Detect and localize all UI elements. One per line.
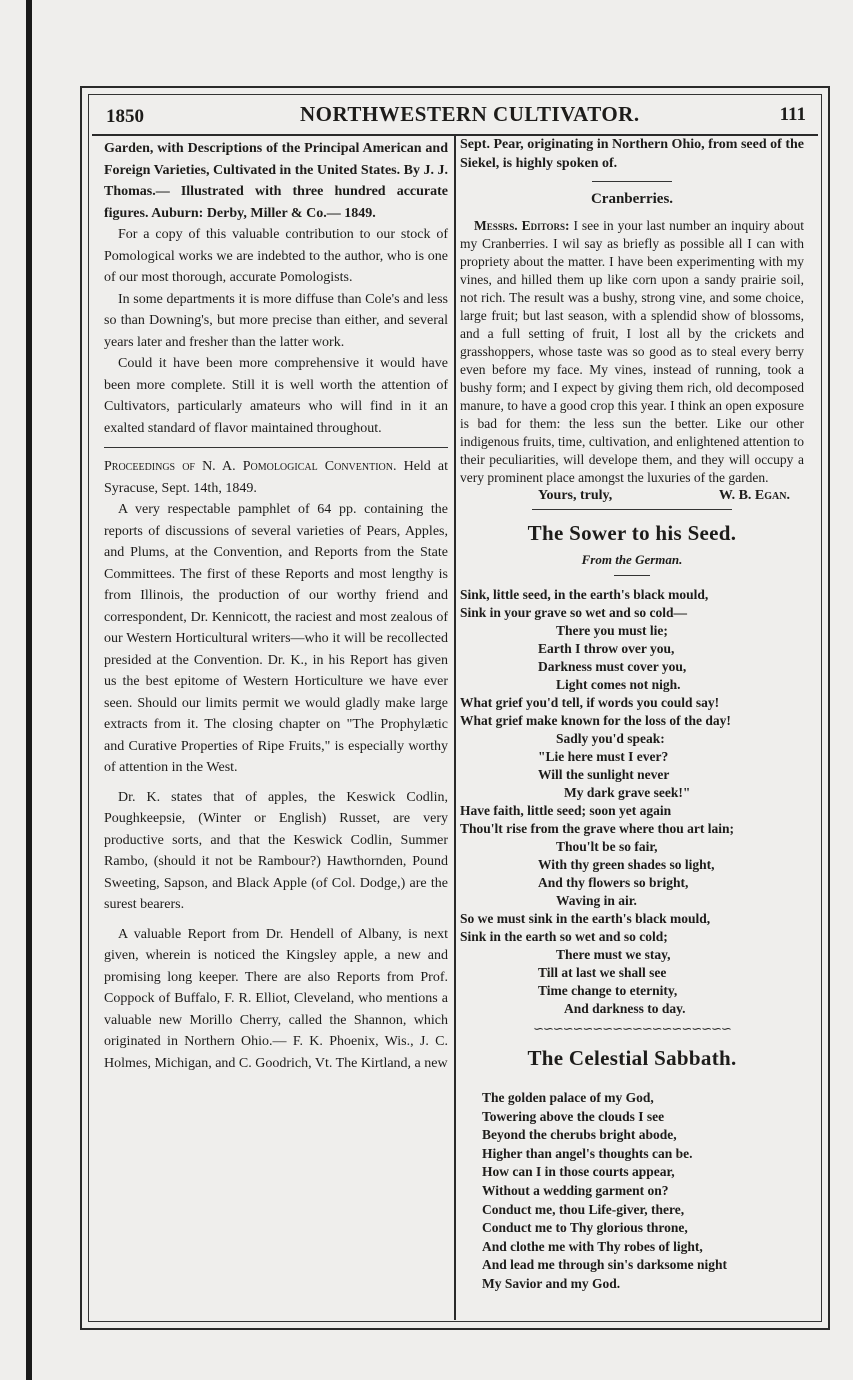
poem-line: My dark grave seek!" bbox=[564, 785, 691, 800]
page-spine-edge bbox=[26, 0, 32, 1380]
header-title: NORTHWESTERN CULTIVATOR. bbox=[300, 102, 640, 126]
left-column bbox=[104, 138, 448, 1074]
section-separator bbox=[104, 447, 448, 448]
poem-line: There you must lie; bbox=[556, 623, 668, 638]
poem-line: Have faith, little seed; soon yet again bbox=[460, 803, 672, 818]
letter-body: I see in your last number an inquiry about my Cranberries. I wil say as briefly as possible all I can with propriety about the matter. I have been experimenting with my vines, and hilled them up like corn upon a sandy prairie soil, not rich. The result was a bushy, strong vine, and some choice, large fruit; but last season, with a splendid show of blossoms, and a full setting of fruit, I lost all by the crickets and grasshoppers, whose taste was so good as to steal every berry even before my face. My vines, instead of running, took a bushy form; and I expect by giving them rich, old decomposed manure, to have a good crop this year. I think an open exposure is bad for them: the less sun the better. Like our other indigenous fruits, time, cultivation, and enlightened attention to their peculiarities, will develope them, and they will occupy a very prominent place amongst the luxuries of the garden. bbox=[460, 217, 804, 485]
poem-line: Towering above the clouds I see bbox=[482, 1108, 665, 1124]
poem-line: Sink in your grave so wet and so cold— bbox=[460, 605, 688, 620]
right-column bbox=[460, 136, 804, 1294]
poem-line: Higher than angel's thoughts can be. bbox=[482, 1145, 693, 1161]
poem-line: My Savior and my God. bbox=[482, 1275, 621, 1291]
poem-line: And thy flowers so bright, bbox=[538, 875, 689, 890]
letter-signature: W. B. Egan. bbox=[718, 487, 790, 503]
header-year: 1850 bbox=[106, 106, 144, 127]
sower-poem bbox=[460, 586, 804, 1018]
letter-signoff bbox=[460, 487, 804, 506]
separator-rule bbox=[614, 575, 650, 576]
poem-line: Till at last we shall see bbox=[538, 965, 667, 980]
celestial-title: The Celestial Sabbath. bbox=[527, 1045, 737, 1070]
proceedings-paragraph-2: Dr. K. states that of apples, the Keswick Codlin, Poughkeepsie, (Winter or English) Russet, are very productive sorts, and that the Keswick Codlin, Summer Rambo, (should it not be Rambour?) Hawthornden, Pound Sweeting, Sapson, and Black Apple (of Col. Dodge,) are the surest bearers. bbox=[104, 789, 448, 912]
poem-line: And darkness to day. bbox=[564, 1001, 686, 1016]
poem-line: With thy green shades so light, bbox=[538, 857, 715, 872]
proceedings-title: Proceedings of N. A. Pomological Convention. bbox=[104, 459, 397, 474]
poem-line: So we must sink in the earth's black mould, bbox=[460, 911, 711, 926]
poem-line: What grief you'd tell, if words you could say! bbox=[460, 695, 720, 710]
review-title: Garden, with Descriptions of the Principal American and Foreign Varieties, Cultivated in the United States. By J. J. Thomas.— Illustrated with three hundred accurate figures. Auburn: Derby, Miller & Co.— 1849. bbox=[104, 141, 448, 221]
celestial-poem bbox=[460, 1089, 804, 1294]
poem-line: How can I in those courts appear, bbox=[482, 1164, 675, 1180]
poem-line: Beyond the cherubs bright abode, bbox=[482, 1127, 677, 1143]
wavy-ornament: ∽∽∽∽∽∽∽∽∽∽∽∽∽∽∽∽∽∽∽∽ bbox=[533, 1021, 731, 1036]
poem-line: Earth I throw over you, bbox=[538, 641, 675, 656]
poem-line: "Lie here must I ever? bbox=[538, 749, 669, 764]
separator-rule bbox=[532, 509, 732, 510]
poem-line: Sink in the earth so wet and so cold; bbox=[460, 929, 668, 944]
poem-line: Will the sunlight never bbox=[538, 767, 670, 782]
poem-line: Conduct me to Thy glorious throne, bbox=[482, 1220, 688, 1236]
poem-line: And lead me through sin's darksome night bbox=[482, 1257, 728, 1273]
poem-line: Without a wedding garment on? bbox=[482, 1182, 669, 1198]
poem-line: The golden palace of my God, bbox=[482, 1090, 654, 1105]
poem-line: Light comes not nigh. bbox=[556, 677, 681, 692]
proceedings-paragraph-3: A valuable Report from Dr. Hendell of Albany, is next given, wherein is noticed the Kingsley apple, a new and promising long keeper. There are also Reports from Prof. Coppock of Buffalo, F. R. Elliot, Cleveland, who mentions a valuable new Morillo Cherry, called the Shannon, which originated in Northern Ohio.— F. K. Phoenix, Wis., J. C. Holmes, Michigan, and C. Goodrich, Vt. The Kirtland, a new bbox=[104, 926, 448, 1071]
poem-line: What grief make known for the loss of the day! bbox=[460, 713, 731, 728]
sower-source: From the German. bbox=[581, 551, 683, 567]
column-divider bbox=[454, 134, 456, 1320]
proceedings-heading bbox=[104, 456, 448, 499]
cranberries-title: Cranberries. bbox=[590, 191, 674, 207]
poem-line: Darkness must cover you, bbox=[538, 659, 687, 674]
poem-line: Sadly you'd speak: bbox=[556, 731, 665, 746]
poem-line: Sink, little seed, in the earth's black mould, bbox=[460, 587, 709, 602]
pear-continuation: Sept. Pear, originating in Northern Ohio, from seed of the Siekel, is highly spoken of. bbox=[460, 137, 804, 171]
separator-rule bbox=[592, 181, 672, 182]
review-paragraph-2: In some departments it is more diffuse than Cole's and less so than Downing's, but more precise than either, and several years later and fresher than the latter work. bbox=[104, 291, 448, 350]
review-paragraph-1: For a copy of this valuable contribution to our stock of Pomological works we are indebted to the author, who is one of our most thorough, accurate Pomologists. bbox=[104, 227, 448, 285]
running-header bbox=[100, 100, 810, 132]
letter-salutation: Messrs. Editors: bbox=[474, 217, 570, 233]
poem-line: Conduct me, thou Life-giver, there, bbox=[482, 1201, 685, 1217]
header-page-number: 111 bbox=[779, 104, 806, 125]
cranberries-letter bbox=[460, 217, 804, 487]
poem-line: Thou'lt rise from the grave where thou art lain; bbox=[460, 821, 734, 836]
sower-title: The Sower to his Seed. bbox=[527, 521, 737, 545]
review-paragraph-3: Could it have been more comprehensive it would have been more complete. Still it is well worth the attention of Cultivators, particularly amateurs who will find in it an exalted standard of flavor maintained throughout. bbox=[104, 356, 448, 436]
poem-line: And clothe me with Thy robes of light, bbox=[482, 1238, 703, 1254]
poem-line: There must we stay, bbox=[556, 947, 671, 962]
poem-line: Thou'lt be so fair, bbox=[556, 839, 658, 854]
poem-line: Waving in air. bbox=[556, 893, 637, 908]
letter-closing: Yours, truly, bbox=[538, 487, 613, 503]
proceedings-held: Held at Syracuse, Sept. 14th, 1849. bbox=[104, 459, 448, 496]
proceedings-paragraph-1: A very respectable pamphlet of 64 pp. containing the reports of discussions of several varieties of Pears, Apples, and Plums, at the Convention, and Reports from the State Committees. The first of these Reports and most lengthy is from Illinois, the production of our worthy friend and correspondent, Dr. Kennicott, the raciest and most zealous of our Western Horticultural writers—who it will be recollected presided at the Convention. Dr. K., in his Report has given us the best epitome of Western Horticulture we have ever seen. Should our limits permit we would gladly make large extracts from it. The closing chapter on "The Prophylætic and Curative Properties of Ripe Fruits," is especially worthy of attention in the West. bbox=[104, 502, 448, 775]
poem-line: Time change to eternity, bbox=[538, 983, 678, 998]
